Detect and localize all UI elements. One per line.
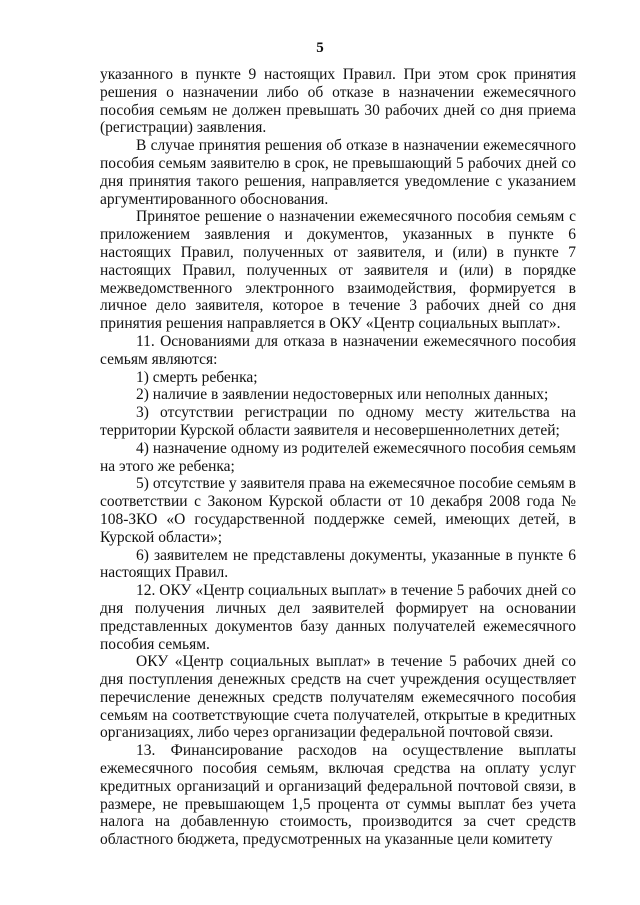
paragraph-payment-transfer: ОКУ «Центр социальных выплат» в течение 5 рабочих дней со дня поступления денежных средств на счет учреждения осуществляет перечисление денежных средств получателям ежемесячного пособия семьям на соответствующие счета получателей, открытые в кредитных организациях, либо через организации федеральной почтовой связи. — [100, 653, 576, 742]
paragraph-continuation: указанного в пункте 9 настоящих Правил. При этом срок принятия решения о назначении либо об отказе в назначении ежемесячного пособия семьям не должен превышать 30 рабочих дней со дня приема (регистрации) заявления. — [100, 66, 576, 137]
paragraph-item-12: 12. ОКУ «Центр социальных выплат» в течение 5 рабочих дней со дня получения личных дел заявителей формирует на основании представленных документов базу данных получателей ежемесячного пособия семьям. — [100, 582, 576, 653]
page-number: 5 — [316, 40, 324, 56]
paragraph-refusal-notice: В случае принятия решения об отказе в назначении ежемесячного пособия семьям заявителю в срок, не превышающий 5 рабочих дней со дня принятия такого решения, направляется уведомление с указанием аргументированного обоснования. — [100, 137, 576, 208]
paragraph-item-11: 11. Основаниями для отказа в назначении ежемесячного пособия семьям являются: — [100, 332, 576, 368]
list-item: 1) смерть ребенка; — [136, 368, 258, 386]
list-item: 6) заявителем не представлены документы, указанные в пункте 6 настоящих Правил. — [100, 546, 576, 582]
list-item: 5) отсутствие у заявителя права на ежемесячное пособие семьям в соответствии с Законом Курской области от 10 декабря 2008 года № 108-ЗКО «О государственной поддержке семей, имеющих детей, в Курской области»; — [100, 475, 576, 546]
list-item: 3) отсутствии регистрации по одному месту жительства на территории Курской области заявителя и несовершеннолетних детей; — [100, 404, 576, 439]
document-body — [100, 66, 576, 849]
list-item: 2) наличие в заявлении недостоверных или неполных данных; — [136, 386, 549, 404]
list-item: 4) назначение одному из родителей ежемесячного пособия семьям на этого же ребенка; — [100, 439, 576, 475]
paragraph-decision-file: Принятое решение о назначении ежемесячного пособия семьям с приложением заявления и документов, указанных в пункте 6 настоящих Правил, полученных от заявителя, и (или) в пункте 7 настоящих Правил, полученных от заявителя и (или) в порядке межведомственного электронного взаимодействия, формируется в личное дело заявителя, которое в течение 3 рабочих дней со дня принятия решения направляется в ОКУ «Центр социальных выплат». — [100, 208, 576, 333]
paragraph-item-13: 13. Финансирование расходов на осуществление выплаты ежемесячного пособия семьям, включая средства на оплату услуг кредитных организаций и организаций федеральной почтовой связи, в размере, не превышающем 1,5 процента от суммы выплат без учета налога на добавленную стоимость, производится за счет средств областного бюджета, предусмотренных на указанные цели комитету — [100, 742, 576, 849]
